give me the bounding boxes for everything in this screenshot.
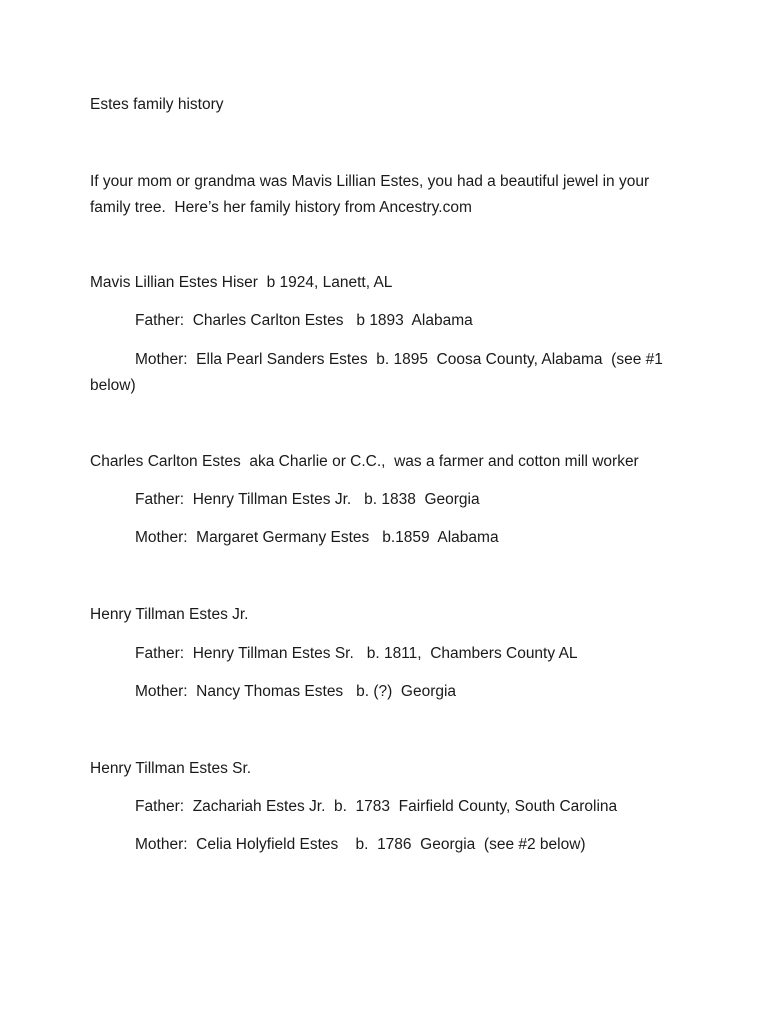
section-mother: Mother: Celia Holyfield Estes b. 1786 Georgia (see #2 below) — [135, 836, 586, 853]
section-mother: Mother: Ella Pearl Sanders Estes b. 1895 Coosa County, Alabama (see #1 below) — [90, 351, 668, 394]
section-mother: Mother: Margaret Germany Estes b.1859 Alabama — [135, 529, 499, 546]
section-heading: Henry Tillman Estes Sr. — [90, 760, 252, 777]
section-heading: Charles Carlton Estes aka Charlie or C.C., was a farmer and cotton mill worker — [90, 453, 639, 470]
section-father: Father: Henry Tillman Estes Sr. b. 1811, Chambers County AL — [135, 645, 578, 662]
section-father: Father: Charles Carlton Estes b 1893 Alabama — [135, 312, 473, 329]
section-father: Father: Zachariah Estes Jr. b. 1783 Fairfield County, South Carolina — [135, 798, 618, 815]
section-mother: Mother: Nancy Thomas Estes b. (?) Georgia — [135, 683, 457, 700]
section-heading: Mavis Lillian Estes Hiser b 1924, Lanett, AL — [90, 274, 393, 291]
document-title: Estes family history — [90, 96, 224, 113]
section-heading: Henry Tillman Estes Jr. — [90, 606, 249, 623]
section-father: Father: Henry Tillman Estes Jr. b. 1838 Georgia — [135, 491, 480, 508]
intro-paragraph: If your mom or grandma was Mavis Lillian Estes, you had a beautiful jewel in your family tree. Here’s her family history from Ancestry.com — [90, 173, 654, 216]
